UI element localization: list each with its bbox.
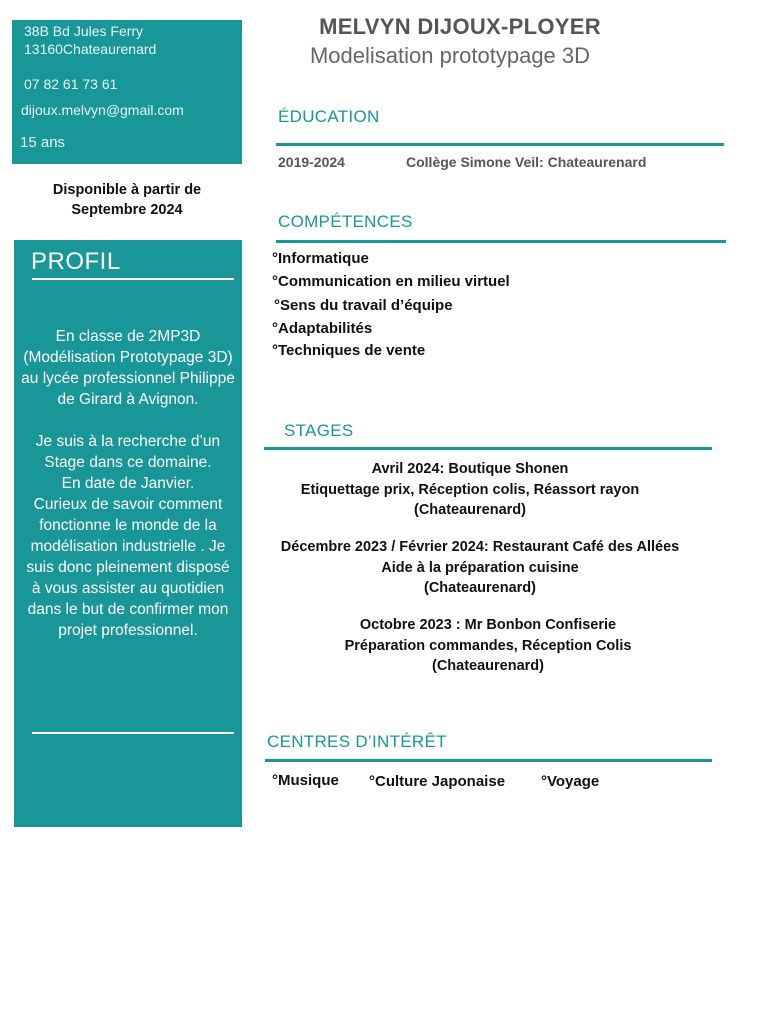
skill-item: °Communication en milieu virtuel — [272, 273, 510, 290]
education-years: 2019-2024 — [278, 154, 345, 170]
education-school: Collège Simone Veil: Chateaurenard — [406, 154, 647, 170]
stage-header: Octobre 2023 : Mr Bonbon Confiserie — [359, 617, 617, 633]
stage-tasks: Préparation commandes, Réception Colis — [344, 637, 632, 654]
availability-line2: Septembre 2024 — [71, 202, 183, 218]
education-title: ÉDUCATION — [278, 107, 380, 126]
profil-text — [20, 326, 236, 641]
stage-header: Avril 2024: Boutique Shonen — [371, 461, 569, 477]
interests-title: CENTRES D’INTÉRÊT — [267, 732, 447, 751]
profil-divider-bottom — [32, 732, 234, 734]
education-divider — [276, 143, 724, 146]
address-line1: 38B Bd Jules Ferry — [24, 23, 144, 39]
skills-title: COMPÉTENCES — [278, 212, 413, 231]
stage-entry — [268, 615, 708, 677]
skill-item: °Informatique — [272, 250, 369, 267]
profil-panel — [14, 240, 242, 827]
stage-place: (Chateaurenard) — [424, 580, 536, 596]
stage-place: (Chateaurenard) — [432, 658, 544, 674]
stage-entry — [250, 537, 710, 599]
skills-divider — [276, 240, 726, 243]
skill-item: °Sens du travail d’équipe — [274, 297, 453, 314]
profil-title: PROFIL — [31, 248, 121, 275]
interest-item: °Culture Japonaise — [369, 773, 506, 790]
contact-box — [12, 20, 242, 164]
stage-entry — [250, 459, 690, 521]
stages-divider — [264, 447, 712, 450]
interest-item: °Voyage — [541, 773, 600, 790]
email-address: dijoux.melvyn@gmail.com — [21, 102, 184, 118]
stage-place: (Chateaurenard) — [414, 502, 526, 518]
interest-item: °Musique — [272, 772, 339, 789]
profil-divider-top — [32, 278, 234, 280]
availability-note — [12, 180, 242, 220]
profil-paragraph1: En classe de 2MP3D (Modélisation Prototypage 3D) au lycée professionnel Philippe de Girard à Avignon. — [21, 328, 235, 408]
candidate-name: MELVYN DIJOUX-PLOYER — [319, 14, 601, 39]
skill-item: °Adaptabilités — [272, 320, 373, 337]
skill-item: °Techniques de vente — [272, 342, 426, 359]
candidate-subtitle: Modelisation prototypage 3D — [309, 43, 591, 68]
phone-number: 07 82 61 73 61 — [24, 76, 118, 92]
interests-divider — [265, 759, 712, 762]
availability-line1: Disponible à partir de — [52, 182, 202, 198]
stage-tasks: Etiquettage prix, Réception colis, Réassort rayon — [300, 481, 640, 498]
stage-tasks: Aide à la préparation cuisine — [381, 559, 579, 576]
stages-title: STAGES — [284, 421, 354, 440]
age: 15 ans — [20, 134, 66, 151]
address-line2: 13160Chateaurenard — [24, 41, 157, 57]
stage-header: Décembre 2023 / Février 2024: Restaurant Café des Allées — [280, 539, 680, 555]
profil-paragraph2-line1: Je suis à la recherche d’un Stage dans ce domaine. — [35, 433, 221, 471]
profil-paragraph2-line2: En date de Janvier. — [61, 475, 195, 492]
profil-paragraph2-line3: Curieux de savoir comment fonctionne le monde de la modélisation industrielle . Je suis donc pleinement disposé à vous assister au quotidien dans le but de confirmer mon projet professionnel. — [26, 496, 230, 639]
